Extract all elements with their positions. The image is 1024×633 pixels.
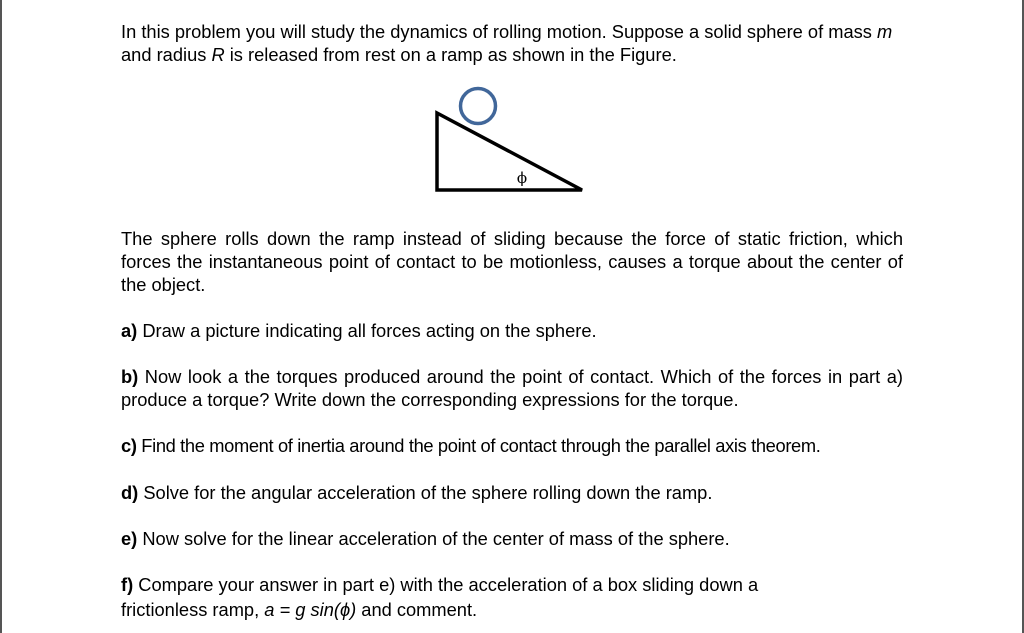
part-text: and comment.: [356, 599, 478, 620]
part-label: b): [121, 366, 139, 387]
part-b: [121, 365, 903, 411]
part-text: Compare your answer in part e) with the acceleration of a box sliding down a frictionless ramp,: [121, 574, 759, 620]
part-text: Solve for the angular acceleration of the sphere rolling down the ramp.: [138, 482, 713, 503]
part-text: Now solve for the linear acceleration of the center of mass of the sphere.: [137, 528, 730, 549]
part-e: [121, 527, 903, 550]
angle-label: ϕ: [516, 169, 528, 187]
part-label: c): [121, 435, 137, 456]
part-label: f): [121, 574, 134, 595]
part-text: Find the moment of inertia around the point of contact through the parallel axis theorem.: [136, 435, 821, 456]
formula: a = g sin(ϕ): [264, 599, 357, 620]
part-text: Draw a picture indicating all forces acting on the sphere.: [137, 320, 597, 341]
part-label: a): [121, 320, 138, 341]
radius-symbol: R: [211, 44, 225, 65]
part-c: [121, 434, 903, 457]
part-a: [121, 319, 903, 342]
part-d: [121, 481, 903, 504]
friction-paragraph: The sphere rolls down the ramp instead of sliding because the force of static friction, which forces the instantaneous point of contact to be motionless, causes a torque about the center of the object.: [121, 228, 903, 295]
sphere: [461, 89, 496, 124]
part-text: Now look a the torques produced around the point of contact. Which of the forces in part a) produce a torque? Write down the corresponding expressions for the torque.: [121, 366, 903, 410]
mass-symbol: m: [877, 21, 893, 42]
part-f: [121, 572, 841, 622]
ramp-triangle: [437, 113, 582, 190]
intro-text: and radius: [121, 44, 212, 65]
part-label: d): [121, 482, 139, 503]
part-label: e): [121, 528, 138, 549]
intro-text: is released from rest on a ramp as shown in the Figure.: [224, 44, 677, 65]
intro-text: In this problem you will study the dynamics of rolling motion. Suppose a solid sphere of mass: [121, 21, 877, 42]
